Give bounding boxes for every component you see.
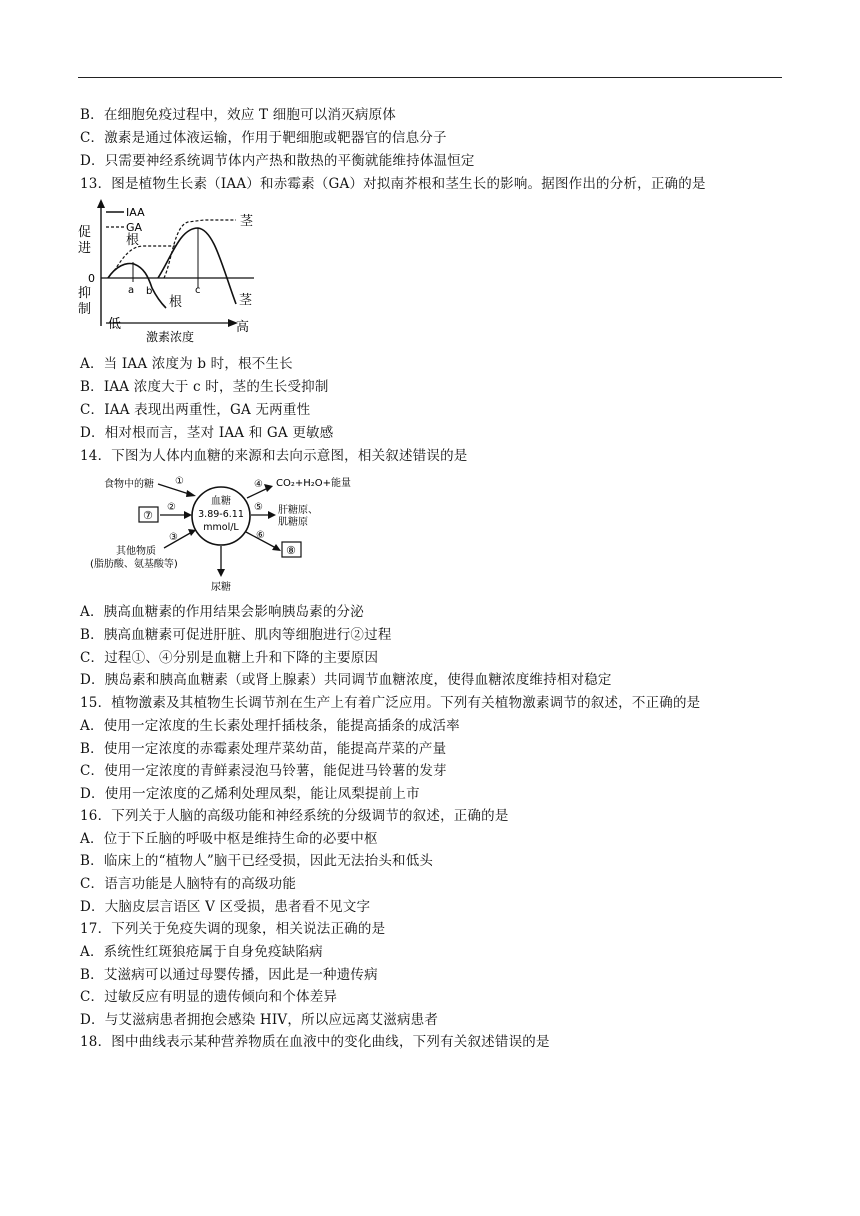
label-stem-top: 茎 [240, 214, 254, 229]
header-rule [78, 77, 782, 78]
option-13-a: A．当 IAA 浓度为 b 时，根不生长 [80, 356, 293, 372]
label-c: c [195, 285, 201, 296]
option-12-b: B．在细胞免疫过程中，效应 T 细胞可以消灭病原体 [80, 107, 397, 123]
option-16-a: A．位于下丘脑的呼吸中枢是维持生命的必要中枢 [80, 831, 378, 847]
step-2: ② [167, 502, 176, 513]
label-b: b [146, 286, 153, 297]
center-label-2: 3.89-6.11 [198, 509, 244, 520]
y-zero: 0 [88, 272, 95, 285]
step-1: ① [175, 476, 184, 487]
other-material: 其他物质 [116, 546, 156, 557]
question-17: 17．下列关于免疫失调的现象，相关说法正确的是 [80, 921, 386, 937]
figure-14-blood-sugar-diagram [86, 470, 376, 596]
y-label-inhibit-1: 抑 [78, 286, 92, 301]
label-stem-bottom: 茎 [239, 293, 253, 308]
box-7: ⑦ [143, 509, 153, 522]
other-material-examples: (脂肪酸、氨基酸等) [90, 559, 178, 570]
step-3: ③ [169, 532, 178, 543]
option-14-c: C．过程①、④分别是血糖上升和下降的主要原因 [80, 650, 379, 666]
x-high: 高 [236, 320, 250, 335]
option-17-d: D．与艾滋病患者拥抱会感染 HIV，所以应远离艾滋病患者 [80, 1012, 439, 1028]
y-label-promote-1: 促 [78, 225, 92, 240]
output-glycogen-1: 肝糖原、 [278, 505, 318, 516]
legend-ga: GA [126, 221, 143, 234]
urine-sugar: 尿糖 [211, 582, 231, 593]
option-13-c: C．IAA 表现出两重性，GA 无两重性 [80, 402, 311, 418]
option-14-a: A．胰高血糖素的作用结果会影响胰岛素的分泌 [80, 604, 364, 620]
option-16-d: D．大脑皮层言语区 V 区受损，患者看不见文字 [80, 899, 371, 915]
step-4: ④ [254, 479, 263, 490]
output-energy: CO₂+H₂O+能量 [276, 478, 352, 489]
option-13-d: D．相对根而言，茎对 IAA 和 GA 更敏感 [80, 425, 334, 441]
x-label: 激素浓度 [146, 330, 195, 344]
option-15-d: D．使用一定浓度的乙烯利处理凤梨，能让凤梨提前上市 [80, 786, 420, 802]
legend-iaa: IAA [126, 206, 145, 219]
question-18: 18．图中曲线表示某种营养物质在血液中的变化曲线，下列有关叙述错误的是 [80, 1034, 550, 1050]
option-14-b: B．胰高血糖素可促进肝脏、肌肉等细胞进行②过程 [80, 627, 392, 643]
y-label-promote-2: 进 [78, 241, 92, 256]
option-17-b: B．艾滋病可以通过母婴传播，因此是一种遗传病 [80, 967, 378, 983]
question-16: 16．下列关于人脑的高级功能和神经系统的分级调节的叙述，正确的是 [80, 808, 509, 824]
question-15: 15．植物激素及其植物生长调节剂在生产上有着广泛应用。下列有关植物激素调节的叙述，不正确的是 [80, 695, 701, 711]
option-17-c: C．过敏反应有明显的遗传倾向和个体差异 [80, 989, 338, 1005]
label-root-top: 根 [126, 233, 140, 248]
question-13: 13．图是植物生长素（IAA）和赤霉素（GA）对拟南芥根和茎生长的影响。据图作出的分析，正确的是 [80, 176, 706, 192]
option-15-a: A．使用一定浓度的生长素处理扦插枝条，能提高插条的成活率 [80, 718, 460, 734]
step-6: ⑥ [256, 530, 265, 541]
question-14: 14．下图为人体内血糖的来源和去向示意图，相关叙述错误的是 [80, 448, 468, 464]
box-8: ⑧ [286, 544, 296, 557]
x-low: 低 [108, 317, 122, 332]
option-15-c: C．使用一定浓度的青鲜素浸泡马铃薯，能促进马铃薯的发芽 [80, 763, 447, 779]
option-16-c: C．语言功能是人脑特有的高级功能 [80, 876, 297, 892]
center-label-3: mmol/L [203, 522, 239, 533]
label-a: a [128, 285, 135, 296]
option-17-a: A．系统性红斑狼疮属于自身免疫缺陷病 [80, 944, 323, 960]
food-sugar: 食物中的糖 [104, 479, 154, 490]
option-12-d: D．只需要神经系统调节体内产热和散热的平衡就能维持体温恒定 [80, 153, 475, 169]
y-label-inhibit-2: 制 [78, 302, 92, 317]
label-root-bottom: 根 [169, 295, 183, 310]
option-16-b: B．临床上的“植物人”脑干已经受损，因此无法抬头和低头 [80, 853, 434, 869]
option-13-b: B．IAA 浓度大于 c 时，茎的生长受抑制 [80, 379, 329, 395]
center-label-1: 血糖 [211, 496, 231, 507]
output-glycogen-2: 肌糖原 [278, 517, 308, 528]
option-12-c: C．激素是通过体液运输，作用于靶细胞或靶器官的信息分子 [80, 130, 447, 146]
step-5: ⑤ [254, 502, 263, 513]
figure-13-hormone-chart [76, 196, 256, 346]
option-15-b: B．使用一定浓度的赤霉素处理芹菜幼苗，能提高芹菜的产量 [80, 741, 447, 757]
option-14-d: D．胰岛素和胰高血糖素（或肾上腺素）共同调节血糖浓度，使得血糖浓度维持相对稳定 [80, 672, 612, 688]
